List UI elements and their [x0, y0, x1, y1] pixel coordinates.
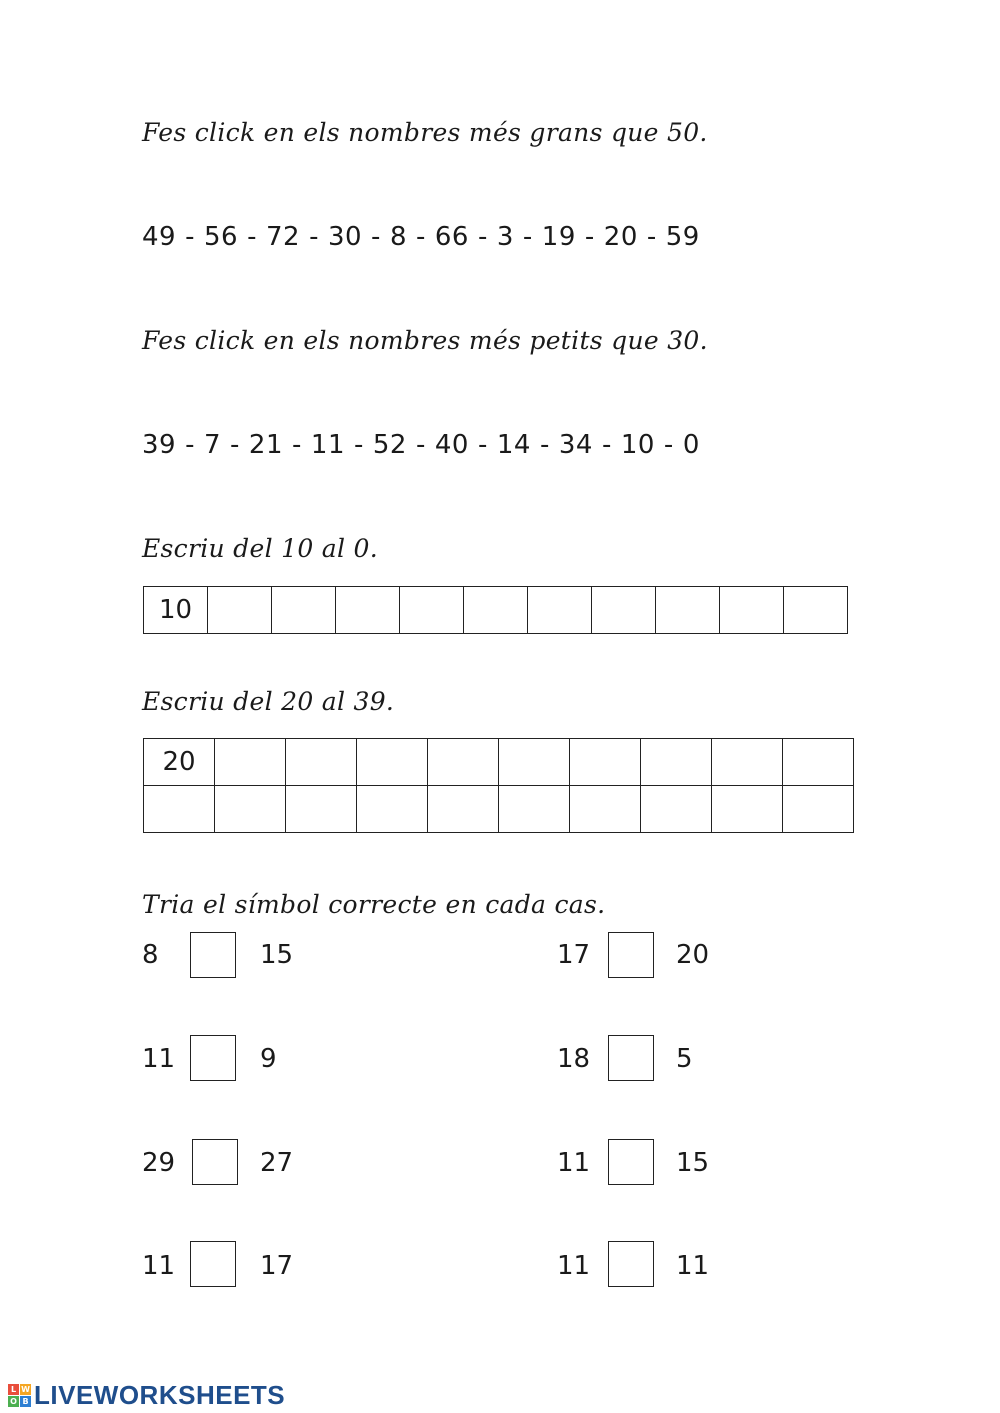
number-option[interactable]: 52 — [372, 430, 407, 460]
separator: - — [247, 222, 257, 252]
number-option[interactable]: 66 — [434, 222, 469, 252]
compare-left-number: 11 — [142, 1251, 176, 1281]
grid-cell-input[interactable] — [641, 786, 712, 833]
compare-symbol-box[interactable] — [608, 1035, 654, 1081]
number-option[interactable]: 3 — [496, 222, 514, 252]
number-option[interactable]: 34 — [558, 430, 593, 460]
separator: - — [477, 222, 488, 252]
separator: - — [539, 430, 550, 460]
logo-mark-tile: W — [21, 1384, 30, 1394]
compare-right-number: 15 — [676, 1148, 710, 1178]
grid-cell-input[interactable] — [712, 739, 783, 786]
compare-left-number: 17 — [557, 940, 591, 970]
grid-cell-input[interactable] — [720, 587, 784, 634]
grid-cell-input[interactable] — [712, 786, 783, 833]
separator: - — [354, 430, 364, 460]
instruction-count-up: Escriu del 20 al 39. — [142, 687, 395, 716]
number-option[interactable]: 39 — [142, 430, 177, 460]
grid-cell-input[interactable] — [499, 739, 570, 786]
compare-right-number: 27 — [260, 1148, 294, 1178]
separator: - — [230, 430, 240, 460]
separator: - — [522, 222, 533, 252]
grid-cell-input[interactable] — [783, 739, 854, 786]
compare-symbol-box[interactable] — [190, 932, 236, 978]
compare-symbol-box[interactable] — [608, 1139, 654, 1185]
number-option[interactable]: 14 — [496, 430, 531, 460]
compare-left-number: 11 — [142, 1044, 176, 1074]
separator: - — [185, 430, 195, 460]
number-option[interactable]: 20 — [603, 222, 638, 252]
separator: - — [185, 222, 195, 252]
grid-cell-input[interactable] — [215, 786, 286, 833]
logo-mark-tile: O — [8, 1396, 19, 1407]
grid-cell-input[interactable] — [286, 739, 357, 786]
logo-mark-tile: B — [20, 1396, 31, 1407]
compare-left-number: 29 — [142, 1148, 176, 1178]
grid-cell-input[interactable] — [641, 739, 712, 786]
number-option[interactable]: 10 — [620, 430, 655, 460]
liveworksheets-logo — [8, 1382, 285, 1408]
grid-cell-input[interactable] — [528, 587, 592, 634]
grid-cell-input[interactable] — [215, 739, 286, 786]
separator: - — [292, 430, 302, 460]
grid-cell-given: 10 — [144, 587, 208, 634]
compare-symbol-box[interactable] — [608, 932, 654, 978]
grid-cell-input[interactable] — [464, 587, 528, 634]
number-option[interactable]: 49 — [142, 222, 177, 252]
separator: - — [477, 430, 488, 460]
number-option[interactable]: 21 — [248, 430, 284, 460]
separator: - — [415, 222, 426, 252]
instruction-compare: Tria el símbol correcte en cada cas. — [142, 890, 606, 919]
compare-left-number: 11 — [557, 1148, 591, 1178]
grid-cell-input[interactable] — [784, 587, 848, 634]
separator: - — [584, 222, 595, 252]
number-row-less — [142, 430, 700, 460]
compare-right-number: 11 — [676, 1251, 710, 1281]
compare-symbol-box[interactable] — [190, 1241, 236, 1287]
grid-cell-input[interactable] — [400, 587, 464, 634]
number-option[interactable]: 59 — [665, 222, 700, 252]
grid-cell-input[interactable] — [428, 739, 499, 786]
number-option[interactable]: 8 — [389, 222, 407, 252]
grid-cell-input[interactable] — [272, 587, 336, 634]
separator: - — [371, 222, 381, 252]
logo-mark-tile: L — [8, 1384, 19, 1395]
compare-right-number: 9 — [260, 1044, 277, 1074]
count-up-grid — [143, 738, 854, 833]
separator: - — [601, 430, 612, 460]
compare-left-number: 18 — [557, 1044, 591, 1074]
number-option[interactable]: 72 — [265, 222, 301, 252]
compare-right-number: 20 — [676, 940, 710, 970]
number-option[interactable]: 40 — [434, 430, 469, 460]
count-down-grid — [143, 586, 848, 634]
number-option[interactable]: 30 — [327, 222, 363, 252]
compare-right-number: 15 — [260, 940, 294, 970]
grid-cell-input[interactable] — [357, 739, 428, 786]
number-option[interactable]: 7 — [203, 430, 222, 460]
grid-cell-input[interactable] — [428, 786, 499, 833]
number-option[interactable]: 11 — [310, 430, 345, 460]
compare-left-number: 8 — [142, 940, 159, 970]
separator: - — [309, 222, 319, 252]
grid-cell-input[interactable] — [592, 587, 656, 634]
grid-cell-input[interactable] — [286, 786, 357, 833]
grid-cell-input[interactable] — [357, 786, 428, 833]
logo-text: LIVEWORKSHEETS — [34, 1380, 286, 1410]
grid-cell-input[interactable] — [783, 786, 854, 833]
compare-right-number: 17 — [260, 1251, 294, 1281]
instruction-count-down: Escriu del 10 al 0. — [142, 534, 378, 563]
compare-symbol-box[interactable] — [190, 1035, 236, 1081]
grid-cell-input[interactable] — [656, 587, 720, 634]
grid-cell-input[interactable] — [570, 739, 641, 786]
separator: - — [663, 430, 674, 460]
logo-mark-icon — [8, 1384, 31, 1407]
compare-symbol-box[interactable] — [608, 1241, 654, 1287]
number-option[interactable]: 19 — [541, 222, 576, 252]
grid-cell-input[interactable] — [208, 587, 272, 634]
separator: - — [646, 222, 657, 252]
instruction-less-than-30: Fes click en els nombres més petits que 30. — [142, 326, 708, 355]
instruction-greater-than-50: Fes click en els nombres més grans que 50. — [142, 118, 708, 147]
grid-cell-input[interactable] — [499, 786, 570, 833]
number-row-greater — [142, 222, 700, 252]
grid-cell-given: 20 — [144, 739, 215, 786]
grid-cell-input[interactable] — [570, 786, 641, 833]
number-option[interactable]: 56 — [203, 222, 239, 252]
compare-left-number: 11 — [557, 1251, 591, 1281]
compare-right-number: 5 — [676, 1044, 693, 1074]
grid-cell-input[interactable] — [336, 587, 400, 634]
compare-symbol-box[interactable] — [192, 1139, 238, 1185]
number-option[interactable]: 0 — [682, 430, 700, 460]
grid-cell-input[interactable] — [144, 786, 215, 833]
separator: - — [415, 430, 426, 460]
